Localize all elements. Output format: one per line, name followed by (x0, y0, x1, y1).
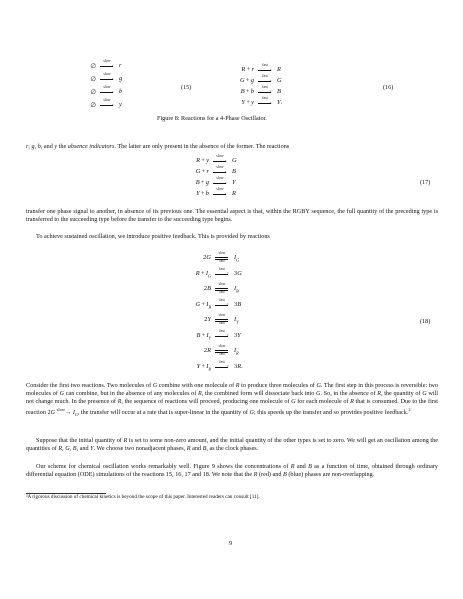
reaction-lhs: $G + I_B$ (195, 300, 211, 309)
rate-label-reverse: fast (219, 290, 225, 294)
paragraph-scheme-results: Our scheme for chemical oscillation works remarkably well. Figure 9 shows the concentrations of R and B as a function of time, obtained through ordinary differential equation (ODE) simulations of the reactions 15, 16, 17 and 18. We note that the R (red) and B (blue) phases are non-overlapping. (26, 463, 438, 479)
reversible-arrow (214, 314, 230, 328)
rate-label: slow (103, 59, 111, 63)
reaction-lhs: B + g (195, 179, 209, 186)
reaction-arrow: fast › (257, 86, 273, 96)
paragraph-absence-indicators: r, g, b, and y the absence indicators. The latter are only present in the absence of the former. The reactions (26, 143, 290, 150)
reaction-rhs: $I_G$ (234, 254, 240, 263)
reversible-arrow (214, 345, 230, 359)
reaction-rhs: B (277, 88, 281, 95)
reaction-lhs: ∅ (90, 102, 96, 109)
rate-label-reverse: fast (219, 352, 225, 356)
reaction-rhs: r (119, 62, 122, 69)
reaction-lhs: R + r (241, 66, 254, 73)
reaction-lhs: ∅ (90, 63, 96, 70)
reaction-rhs: b (119, 88, 123, 95)
reaction-arrow: slow › (99, 73, 115, 83)
equation-number-18: (18) (420, 318, 431, 325)
reaction-rhs: $I_Y$ (234, 316, 239, 325)
reaction-rhs: 3G (234, 269, 242, 277)
reaction-arrow: slow › (99, 99, 115, 109)
paragraph-transfer: transfer one phase signal to another, in absence of its previous one. The essential aspect is that, within the RGBY sequence, the full quantity of the preceding type is transferred to the succeeding type before the transfer to the succeeding type begins. (26, 208, 438, 224)
reversible-arrow (214, 283, 230, 297)
reaction-lhs: B + b (240, 88, 254, 95)
equation-number-17: (17) (420, 179, 431, 186)
reaction-lhs: Y + b (196, 190, 209, 197)
figure-caption: Figure 8: Reactions for a 4-Phase Oscillator. (157, 115, 267, 122)
reaction-lhs: ∅ (90, 89, 96, 96)
rate-label: slow (103, 72, 111, 76)
footnote: ²A rigorous discussion of chemical kinetics is beyond the scope of this paper. Interested readers can consult [11]. (26, 494, 260, 500)
rate-label: fast (262, 96, 268, 100)
reaction-rhs: G (232, 157, 237, 164)
reaction-arrow: fast › (214, 268, 230, 278)
reaction-lhs: ∅ (90, 76, 96, 83)
reaction-rhs: G (277, 77, 282, 84)
reaction-arrow: fast › (214, 330, 230, 340)
reaction-lhs: 2R (203, 347, 211, 354)
rate-label: fast (219, 297, 225, 302)
rate-label: slow (216, 176, 224, 180)
rate-label: fast (262, 85, 268, 89)
reaction-arrow: slow › (212, 155, 228, 165)
rate-label: fast (262, 63, 268, 67)
page-number: 9 (229, 540, 233, 547)
reaction-rhs: $I_R$ (234, 347, 239, 356)
reaction-arrow: fast › (214, 299, 230, 309)
reaction-lhs: 2B (203, 285, 211, 292)
paragraph-first-two-reactions: Consider the first two reactions. Two molecules of G combine with one molecule of R to produce three molecules of G. The first step in this process is reversible: two molecules of G can combine, but in the absence of any molecules of R, the combined form will dissociate back into G. So, in the absence of R, the quantity of G will not change much. In the presence of R, the sequence of reactions will proceed, producing one molecule of G for each molecule of R that is consumed. Due to the first reaction 2G $^{slow}\to I_G$, the transfer will occur at a rate that is super-linear in the quantity of G; this speeds up the transfer and so provides positive feedback.$^2$ (26, 382, 438, 418)
reaction-lhs: $B + I_Y$ (196, 331, 211, 340)
rate-label: slow (103, 85, 111, 89)
reaction-arrow: fast › (257, 97, 273, 107)
reaction-rhs: y (119, 101, 122, 108)
reaction-rhs: R (277, 66, 281, 73)
reaction-arrow: fast › (257, 75, 273, 85)
reaction-lhs: G + g (240, 77, 254, 84)
equation-number-15: (15) (181, 84, 192, 91)
reaction-lhs: 2Y (204, 316, 211, 323)
rate-label: fast (262, 74, 268, 78)
rate-label-reverse: fast (219, 259, 225, 263)
reaction-lhs: Y + y (241, 99, 254, 106)
reaction-lhs: R + y (196, 157, 209, 164)
reaction-rhs: $I_B$ (234, 285, 239, 294)
reaction-arrow: slow › (212, 188, 228, 198)
rate-label: slow (216, 154, 224, 158)
reversible-arrow (214, 252, 230, 266)
reaction-arrow: slow › (99, 60, 115, 70)
paragraph-feedback-intro: To achieve sustained oscillation, we introduce positive feedback. This is provided by reactions (36, 233, 270, 240)
rate-label: fast (219, 328, 225, 333)
reaction-lhs: $Y + I_R$ (196, 362, 211, 371)
reaction-rhs: 3B (234, 300, 242, 308)
rate-label: slow (216, 165, 224, 169)
reaction-arrow: fast › (257, 64, 273, 74)
equation-number-16: (16) (383, 84, 394, 91)
reaction-lhs: 2G (203, 254, 211, 261)
reaction-rhs: 3R. (234, 362, 243, 370)
rate-label: fast (219, 266, 225, 271)
rate-label-reverse: fast (219, 321, 225, 325)
rate-label: fast (219, 359, 225, 364)
reaction-rhs: B (232, 168, 236, 175)
reaction-lhs: $R + I_G$ (195, 269, 211, 278)
rate-label-forward: slow (218, 313, 226, 317)
rate-label-forward: slow (218, 344, 226, 348)
reaction-arrow: slow › (212, 166, 228, 176)
reaction-rhs: R (232, 190, 236, 197)
reaction-rhs: 3Y (234, 331, 241, 339)
reaction-rhs: Y. (277, 99, 283, 106)
rate-label-forward: slow (218, 251, 226, 255)
rate-label: slow (103, 98, 111, 102)
reaction-rhs: Y (232, 179, 236, 186)
reaction-lhs: G + r (195, 168, 209, 175)
reaction-arrow: slow › (212, 177, 228, 187)
paragraph-initial-quantity: Suppose that the initial quantity of R is set to some non-zero amount, and the initial quantity of the other types is set to zero. We will get an oscillation among the quantities of R, G, B, and Y. We choose two nonadjacent phases, R and B, as the clock phases. (26, 437, 438, 453)
reaction-arrow: slow › (99, 86, 115, 96)
rate-label: slow (216, 187, 224, 191)
reaction-rhs: g (119, 75, 123, 82)
rate-label-forward: slow (218, 282, 226, 286)
reaction-arrow: fast › (214, 361, 230, 371)
